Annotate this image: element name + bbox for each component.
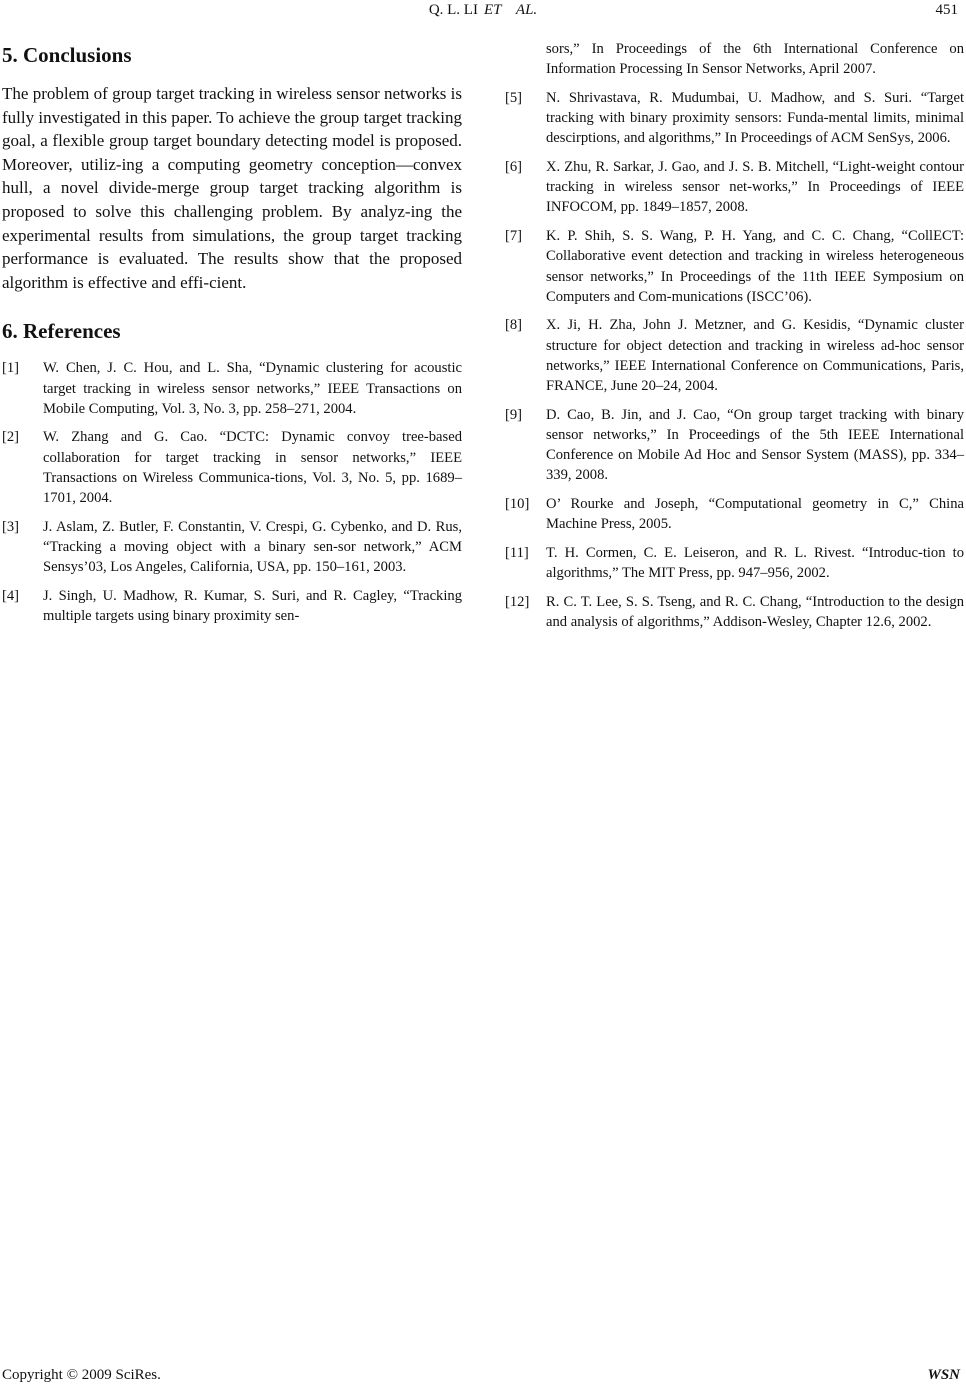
reference-text: W. Chen, J. C. Hou, and L. Sha, “Dynamic clustering for acoustic target tracking in wireless sensor networks,” IEEE Transactions on Mobile Computing, Vol. 3, No. 3, pp. 258–271, 2004. — [43, 360, 462, 417]
reference-item — [505, 315, 964, 396]
reference-text: N. Shrivastava, R. Mudumbai, U. Madhow, and S. Suri. “Target tracking with binary proximity sensors: Funda-mental limits, minimal descirptions, and algorithms,” In Proceedings of ACM SenSys, 2006. — [546, 89, 964, 147]
reference-number: [5] — [505, 89, 523, 106]
reference-text: X. Zhu, R. Sarkar, J. Gao, and J. S. B. Mitchell, “Light-weight contour tracking in wireless sensor net-works,” In Proceedings of IEEE INFOCOM, pp. 1849–1857, 2008. — [546, 159, 964, 216]
running-head — [0, 0, 966, 24]
references-heading: 6. References — [2, 319, 121, 344]
references-list-left — [2, 358, 462, 626]
page-footer — [0, 1362, 966, 1386]
reference-text: O’ Rourke and Joseph, “Computational geometry in C,” China Machine Press, 2005. — [546, 496, 964, 533]
reference-number: [1] — [2, 360, 20, 377]
reference-text: sors,” In Proceedings of the 6th International Conference on Information Processing In Sensor Networks, April 2007. — [546, 41, 964, 78]
reference-item — [2, 586, 462, 626]
reference-text: X. Ji, H. Zha, John J. Metzner, and G. Kesidis, “Dynamic cluster structure for object detection and tracking in wireless ad-hoc sensor networks,” IEEE International Conference on Communications, Paris, FRANCE, June 20–24, 2004. — [546, 317, 964, 395]
reference-number: [2] — [2, 429, 20, 446]
reference-number: [11] — [505, 544, 529, 561]
reference-number: [3] — [2, 518, 20, 535]
reference-number: [4] — [2, 587, 20, 604]
reference-item — [2, 427, 462, 508]
reference-number: [9] — [505, 406, 523, 423]
reference-text: W. Zhang and G. Cao. “DCTC: Dynamic convoy tree-based collaboration for target tracking in sensor networks,” IEEE Transactions on Wireless Communica-tions, Vol. 3, No. 5, pp. 1689–1701, 2004. — [43, 429, 462, 507]
reference-text: D. Cao, B. Jin, and J. Cao, “On group target tracking with binary sensor networks,” In Proceedings of the 5th IEEE International Conference on Mobile Ad Hoc and Sensor System (MASS), pp. 334–339, 2008. — [546, 406, 964, 484]
reference-number: [7] — [505, 228, 523, 245]
reference-item — [2, 517, 462, 578]
reference-item — [505, 226, 964, 307]
reference-item — [505, 543, 964, 583]
reference-item — [2, 358, 462, 419]
running-head-authors — [0, 0, 966, 20]
reference-number: [12] — [505, 593, 530, 610]
reference-text: R. C. T. Lee, S. S. Tseng, and R. C. Chang, “Introduction to the design and analysis of algorithms,” Addison-Wesley, Chapter 12.6, 2002. — [546, 593, 964, 631]
conclusions-paragraph: The problem of group target tracking in wireless sensor networks is fully investigated in this paper. To achieve the group target tracking goal, a flexible group target boundary detecting model is proposed. Moreover, utiliz-ing a computing geometry conception—convex hull, a novel divide-merge group target tracking algorithm is proposed to solve this challenging problem. By analyz-ing the experimental results from simulations, the group target tracking performance is evaluated. The results show that the proposed algorithm is effective and effi-cient. — [2, 84, 462, 292]
reference-number: [10] — [505, 496, 530, 513]
left-column — [2, 38, 462, 635]
reference-item — [505, 88, 964, 149]
reference-text: J. Singh, U. Madhow, R. Kumar, S. Suri, and R. Cagley, “Tracking multiple targets using binary proximity sen- — [43, 587, 462, 625]
reference-text: T. H. Cormen, C. E. Leiseron, and R. L. Rivest. “Introduc-tion to algorithms,” The MIT Press, pp. 947–956, 2002. — [546, 544, 964, 582]
reference-text: K. P. Shih, S. S. Wang, P. H. Yang, and C. C. Chang, “CollECT: Collaborative event detection and tracking in wireless heterogeneous sensor networks,” In Proceedings of the 11th IEEE Symposium on Computers and Com-munications (ISCC’06). — [546, 228, 964, 305]
right-column — [505, 39, 964, 641]
reference-item — [505, 405, 964, 486]
references-list-right — [505, 88, 964, 632]
reference-text: J. Aslam, Z. Butler, F. Constantin, V. Crespi, G. Cybenko, and D. Rus, “Tracking a moving object with a binary sen-sor network,” ACM Sensys’03, Los Angeles, California, USA, pp. 150–161, 2003. — [43, 518, 462, 576]
reference-item — [505, 592, 964, 632]
et-al: ET AL. — [483, 2, 538, 18]
reference-item — [505, 494, 964, 534]
conclusions-heading: 5. Conclusions — [2, 43, 132, 67]
journal-name: WSN — [927, 1367, 960, 1383]
copyright-notice: Copyright © 2009 SciRes. — [2, 1367, 161, 1383]
reference-number: [6] — [505, 159, 523, 176]
reference-continuation — [505, 39, 964, 79]
reference-item — [505, 157, 964, 218]
reference-number: [8] — [505, 317, 523, 334]
page-number: 451 — [935, 2, 958, 18]
author-name: Q. L. LI — [428, 2, 478, 18]
